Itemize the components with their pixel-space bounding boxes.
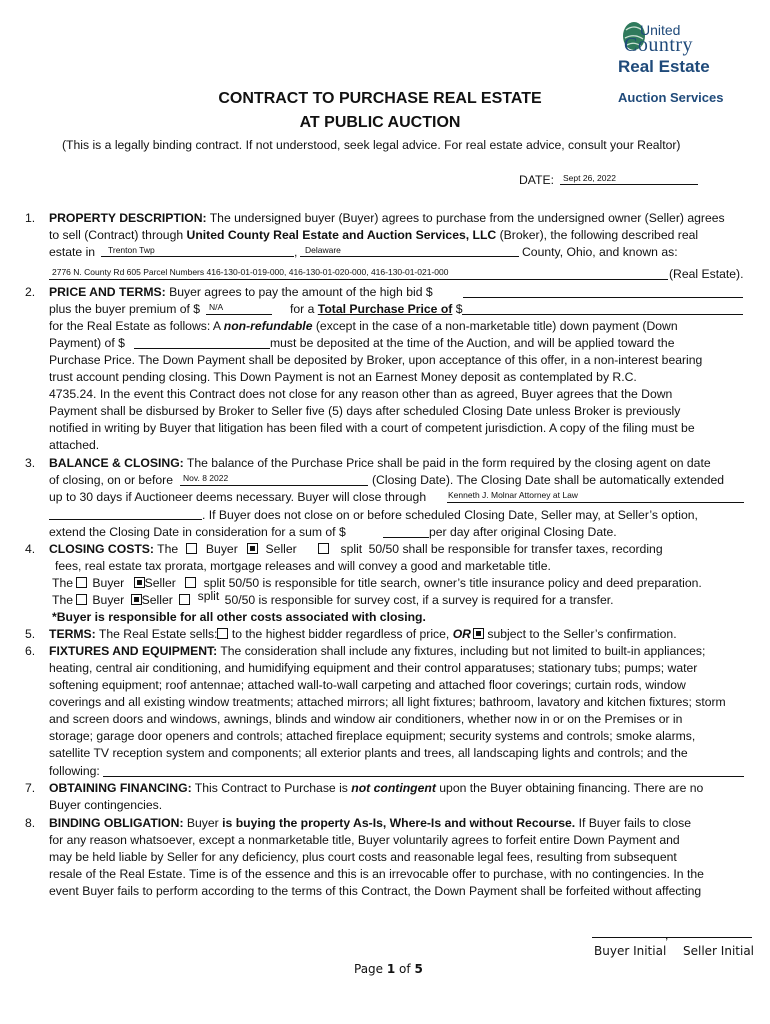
high-bid-field-line[interactable]: [463, 297, 743, 298]
survey-split-checkbox[interactable]: [179, 594, 190, 605]
buyer-initial-label: Buyer Initial: [594, 944, 667, 958]
section-1-heading: PROPERTY DESCRIPTION:: [49, 211, 207, 225]
section-4-number: 4.: [25, 542, 36, 556]
section-4-text1end: 50/50 shall be responsible for transfer taxes, recording: [368, 542, 663, 556]
section-3-close-through-label: up to 30 days if Auctioneer deems necessary. Buyer will close through: [49, 490, 427, 504]
following-field-line[interactable]: [103, 776, 744, 777]
date-field-line[interactable]: [560, 184, 698, 185]
section-4-heading: CLOSING COSTS:: [49, 542, 154, 556]
address-field-line[interactable]: [49, 279, 668, 280]
section-5-text1a: The Real Estate sells:: [95, 627, 218, 641]
section-7-heading: OBTAINING FINANCING:: [49, 781, 192, 795]
township-field-line[interactable]: [101, 256, 294, 257]
total-purchase-price-label: Total Purchase Price of: [317, 302, 453, 316]
section-6-line6: storage; garage door openers and controls; attached fireplace equipment; security systems and controls; smoke alarms,: [49, 729, 696, 743]
page-number-prefix: Page: [354, 962, 387, 976]
section-2-text1: Buyer agrees to pay the amount of the high bid $: [165, 285, 433, 299]
date-value[interactable]: Sept 26, 2022: [563, 173, 616, 183]
logo-line-real-estate: Real Estate: [618, 57, 710, 76]
section-6-line3: softening equipment; roof antennae; attached wall-to-wall carpeting and attached floor coverings; curtain rods, window: [49, 678, 686, 692]
broker-name: United County Real Estate and Auction Services, LLC: [186, 228, 497, 242]
section-7-text1a: This Contract to Purchase is: [191, 781, 352, 795]
section-1-line1: [49, 211, 725, 225]
section-2-down-payment-label: Payment) of $: [49, 336, 125, 350]
section-6-line1: [49, 644, 705, 658]
as-is-text: is buying the property As-Is, Where-Is and without Recourse.: [222, 816, 576, 830]
section-2-number: 2.: [25, 285, 36, 299]
section-6-line5: and screen doors and windows, awnings, blinds and window air conditioners, whether now in or on the Premises or in: [49, 712, 683, 726]
section-6-line2: heating, central air conditioning, and humidifying equipment and their control apparatuses; stationary tubs; pumps; water: [49, 661, 698, 675]
section-2-total-label: [290, 302, 463, 316]
section-4-text4end: 50/50 is responsible for survey cost, if a survey is required for a transfer.: [224, 593, 614, 607]
section-4-line5: *Buyer is responsible for all other costs associated with closing.: [52, 610, 426, 624]
section-8-number: 8.: [25, 816, 36, 830]
document-title-line1: CONTRACT TO PURCHASE REAL ESTATE: [218, 90, 542, 107]
not-contingent-text: not contingent: [351, 781, 436, 795]
transfer-seller-label: Seller: [265, 542, 297, 556]
transfer-split-checkbox[interactable]: [318, 543, 329, 554]
premium-value[interactable]: N/A: [209, 302, 224, 312]
section-1-estate-in: estate in: [49, 245, 96, 259]
section-1-county-ohio: County, Ohio, and known as:: [522, 245, 678, 259]
section-2-line1: [49, 285, 433, 299]
township-value[interactable]: Trenton Twp: [108, 245, 155, 255]
section-5-line1: [49, 627, 677, 641]
section-2-heading: PRICE AND TERMS:: [49, 285, 166, 299]
down-payment-field-line[interactable]: [134, 348, 270, 349]
section-3-before-label: of closing, on or before: [49, 473, 173, 487]
section-3-extend-label: extend the Closing Date in consideration for a sum of $: [49, 525, 346, 539]
title-seller-label: Seller: [144, 576, 176, 590]
section-7-number: 7.: [25, 781, 36, 795]
section-1-text2a: to sell (Contract) through: [49, 228, 187, 242]
section-3-text5b: per day after original Closing Date.: [429, 525, 617, 539]
survey-split-label: split: [197, 589, 220, 603]
disclaimer: (This is a legally binding contract. If not understood, seek legal advice. For real estate advice, consult your Realtor): [62, 138, 681, 152]
logo-line-united: United: [640, 22, 681, 38]
section-3-line1: [49, 456, 711, 470]
highest-bidder-checkbox[interactable]: [217, 628, 228, 639]
document-title-line2: AT PUBLIC AUCTION: [299, 114, 461, 131]
section-8-line4: resale of the Real Estate. Time is of the essence and this is an irrevocable offer to purchase, with no contingencies. In the: [49, 867, 704, 881]
section-2-line7: 4735.24. In the event this Contract does not close for any reason other than as agreed, Buyer agrees that the Down: [49, 387, 673, 401]
per-day-sum-field-line[interactable]: [383, 537, 429, 538]
transfer-buyer-checkbox[interactable]: [186, 543, 197, 554]
section-2-premium-label: plus the buyer premium of $: [49, 302, 201, 316]
seller-confirmation-checkbox[interactable]: [473, 628, 484, 639]
county-value[interactable]: Delaware: [305, 245, 341, 255]
section-5-or: OR: [452, 627, 471, 641]
transfer-seller-checkbox[interactable]: [247, 543, 258, 554]
section-6-line7: satellite TV reception system and components; all exterior plants and trees, all landscaping lights and controls; and the: [49, 746, 688, 760]
title-buyer-label: Buyer: [92, 576, 125, 590]
section-1-number: 1.: [25, 211, 36, 225]
transfer-split-label: split: [340, 542, 363, 556]
closing-date-field-line[interactable]: [180, 485, 368, 486]
section-7-line2: Buyer contingencies.: [49, 798, 163, 812]
section-5-text1b: to the highest bidder regardless of price,: [228, 627, 453, 641]
section-5-number: 5.: [25, 627, 36, 641]
section-3-heading: BALANCE & CLOSING:: [49, 456, 184, 470]
section-4-the-2: The: [52, 576, 74, 590]
section-7-line1: [49, 781, 703, 795]
section-2-text3c: (except in the case of a non-marketable title) down payment (Down: [312, 319, 678, 333]
section-8-line1: [49, 816, 691, 830]
section-4-line4: [52, 589, 614, 607]
page-total: 5: [414, 962, 423, 976]
premium-field-line[interactable]: [206, 314, 272, 315]
section-1-line2: [49, 228, 698, 242]
title-buyer-checkbox[interactable]: [76, 577, 87, 588]
section-1-text2c: (Broker), the following described real: [496, 228, 699, 242]
section-4-the: The: [157, 542, 179, 556]
section-8-line5: event Buyer fails to perform according to the terms of this Contract, the Down Payment shall be forfeited without affecting: [49, 884, 702, 898]
total-price-field-line[interactable]: [462, 314, 743, 315]
section-4-the-3: The: [52, 593, 74, 607]
page-number: [354, 962, 423, 976]
closing-date-value[interactable]: Nov. 8 2022: [183, 473, 229, 483]
contract-page: United Country Real Estate Auction Services CONTRACT TO PURCHASE REAL ESTATE AT PUBLIC AUCTION (This is a legally binding contract. If not understood, seek legal advice. For real estate advice, consult your Realtor) DATE: Sept 26, 2022 1. PROPERTY DESCRIPTION: The undersigned buyer (Buyer) agrees to purchase from the undersigned owner (Seller) agrees to sell (Contract) through United County Real Estate and Auction Services, LLC (Broker), the following described real estate in Trenton Twp , Delaware County, Ohio, and known as: 2776 N. County Rd 605 Parcel Numbers 416-130-01-019-000, 416-130-01-020-000, 416-130-01-021-000 (Real Estate). 2. PRICE AND TERMS: Buyer agrees to pay the amount of the high bid $ plus the buyer premium of $ N/A for a Total Purchase Price of $ for the Real Estate as follows: A non-refundable (except in the case of a non-marketable title) down payment (Down Payment) of $ must be deposited at the time of the Auction, and will be applied toward the Purchase Price. The Down Payment shall be deposited by Broker, upon acceptance of this offer, in a non-interest bearing trust account pending closing. This Down Payment is not an Earnest Money deposit as contemplated by R.C. 4735.24. In the event this Contract does not close for any reason other than as agreed, Buyer agrees that the Down Payment shall be disbursed by Broker to Seller five (5) days after scheduled Closing Date unless Broker is previously notified in writing by Buyer that litigation has been filed with a court of competent jurisdiction. A copy of the filing must be attached. 3. BALANCE & CLOSING: The balance of the Purchase Price shall be paid in the form required by the closing agent on date of closing, on or before Nov. 8 2022 (Closing Date). The Closing Date shall be automatically extended up to 30 days if Auctioneer deems necessary. Buyer will close through Kenneth J. Molnar Attorney at Law . If Buyer does not close on or before scheduled Closing Date, Seller may, at Seller’s option, extend the Closing Date in consideration for a sum of $ per day after original Closing Date. 4. CLOSING COSTS: The Buyer Seller split 50/50 shall be responsible for transfer taxes, recording fees, real estate tax prorata, mortgage releases and will convey a good and marketable title. The Buyer Seller split 50/50 is responsible for title search, owner’s title insurance policy and deed preparation. The Buyer Seller split 50/50 is responsible for survey cost, if a survey is required for a transfer. *Buyer is responsible for all other costs associated with closing. 5. TERMS: The Real Estate sells: to the highest bidder regardless of price, OR subject to the Seller’s confirmation. 6. FIXTURES AND EQUIPMENT: The consideration shall include any fixtures, including but not limited to built-in appliances; heating, central air conditioning, and humidifying equipment and their control apparatuses; stationary tubs; pumps; water softening equipment; roof antennae; attached wall-to-wall carpeting and attached floor coverings; curtain rods, window coverings and all existing window treatments; attached mirrors; all light fixtures; bathroom, lavatory and kitchen fixtures; storm and screen doors and windows, awnings, blinds and window air conditioners, whether now in or on the Premises or in storage; garage door openers and controls; attached fireplace equipment; security systems and controls; smoke alarms, satellite TV reception system and components; all exterior plants and trees, all landscaping lights and controls; and the following: 7. OBTAINING FINANCING: This Contract to Purchase is not contingent upon the Buyer obtaining financing. There are no Buyer contingencies. 8. BINDING OBLIGATION: Buyer is buying the property As-Is, Where-Is and without Recourse. If Buyer fails to close for any reason whatsoever, except a nonmarketable title, Buyer voluntarily agrees to forfeit entire Down Payment and may be held liable by Seller for any deficiency, plus court costs and reasonable legal fees, resulting from subsequent resale of the Real Estate. Time is of the essence and this is an irrevocable offer to purchase, with no contingencies. In the event Buyer fails to perform according to the terms of this Contract, the Down Payment shall be forfeited without affecting , Buyer Initial Seller Initial Page 1 of 5: [0, 0, 770, 1024]
county-field-line[interactable]: [300, 256, 519, 257]
section-7-text1c: upon the Buyer obtaining financing. There are no: [435, 781, 704, 795]
section-4-line2: fees, real estate tax prorata, mortgage releases and will convey a good and marketable title.: [55, 559, 551, 573]
closing-agent-field-line[interactable]: [447, 502, 744, 503]
section-2-line5: Purchase Price. The Down Payment shall be deposited by Broker, upon acceptance of this offer, in a non-interest bearing: [49, 353, 703, 367]
section-3-line4: . If Buyer does not close on or before scheduled Closing Date, Seller may, at Seller’s option,: [202, 508, 698, 522]
survey-buyer-label: Buyer: [92, 593, 125, 607]
page-number-of: of: [395, 962, 415, 976]
transfer-buyer-label: Buyer: [205, 542, 238, 556]
section-4-line1: [49, 542, 663, 556]
section-2-line10: attached.: [49, 438, 100, 452]
address-value[interactable]: 2776 N. County Rd 605 Parcel Numbers 416-130-01-019-000, 416-130-01-020-000, 416-130-01-021-000: [52, 267, 449, 277]
logo-line-country: Country: [624, 34, 694, 56]
section-3-text1: The balance of the Purchase Price shall be paid in the form required by the closing agent on date: [183, 456, 711, 470]
closing-agent-field-line-2[interactable]: [49, 519, 202, 520]
section-2-line3: [49, 319, 678, 333]
section-8-line2: for any reason whatsoever, except a nonmarketable title, Buyer voluntarily agrees to forfeit entire Down Payment and: [49, 833, 680, 847]
section-6-heading: FIXTURES AND EQUIPMENT:: [49, 644, 218, 658]
title-seller-checkbox[interactable]: [134, 577, 145, 588]
date-label: DATE:: [519, 173, 554, 187]
section-4-line3: [52, 576, 702, 590]
survey-buyer-checkbox[interactable]: [76, 594, 87, 605]
closing-agent-value[interactable]: Kenneth J. Molnar Attorney at Law: [448, 490, 578, 500]
section-2-text4b: must be deposited at the time of the Auction, and will be applied toward the: [270, 336, 675, 350]
section-4-text3end: split 50/50 is responsible for title search, owner’s title insurance policy and deed preparation.: [203, 576, 702, 590]
initials-comma: ,: [665, 928, 669, 942]
section-3-text2b: (Closing Date). The Closing Date shall be automatically extended: [372, 473, 725, 487]
section-2-line8: Payment shall be disbursed by Broker to Seller five (5) days after scheduled Closing Date unless Broker is previously: [49, 404, 681, 418]
section-5-text1c: subject to the Seller’s confirmation.: [483, 627, 677, 641]
section-2-line6: trust account pending closing. This Down Payment is not an Earnest Money deposit as contemplated by R.C.: [49, 370, 637, 384]
survey-seller-label: Seller: [141, 593, 173, 607]
section-6-number: 6.: [25, 644, 36, 658]
logo-line-auction-services: Auction Services: [618, 90, 724, 105]
title-split-checkbox[interactable]: [185, 577, 196, 588]
non-refundable-text: non-refundable: [223, 319, 313, 333]
section-1-real-estate: (Real Estate).: [669, 267, 744, 281]
section-1-text1: The undersigned buyer (Buyer) agrees to purchase from the undersigned owner (Seller) agrees: [206, 211, 725, 225]
section-2-text3a: for the Real Estate as follows: A: [49, 319, 224, 333]
survey-seller-checkbox[interactable]: [131, 594, 142, 605]
initials-line[interactable]: [592, 937, 752, 938]
section-2-line9: notified in writing by Buyer that litigation has been filed with a court of competent jurisdiction. A copy of the filing must be: [49, 421, 695, 435]
section-6-text1: The consideration shall include any fixtures, including but not limited to built-in appliances;: [217, 644, 706, 658]
seller-initial-label: Seller Initial: [683, 944, 755, 958]
section-8-text1a: Buyer: [183, 816, 223, 830]
section-6-line4: coverings and all existing window treatments; attached mirrors; all light fixtures; bathroom, lavatory and kitchen fixtures; storm: [49, 695, 726, 709]
section-8-text1c: If Buyer fails to close: [575, 816, 692, 830]
section-8-heading: BINDING OBLIGATION:: [49, 816, 184, 830]
page-current: 1: [386, 962, 396, 976]
section-6-following-label: following:: [49, 764, 100, 778]
section-5-heading: TERMS:: [49, 627, 96, 641]
section-2-text2d: $: [452, 302, 463, 316]
section-2-text2b: for a: [290, 302, 318, 316]
section-3-number: 3.: [25, 456, 36, 470]
section-8-line3: may be held liable by Seller for any deficiency, plus court costs and reasonable legal fees, resulting from subsequent: [49, 850, 677, 864]
